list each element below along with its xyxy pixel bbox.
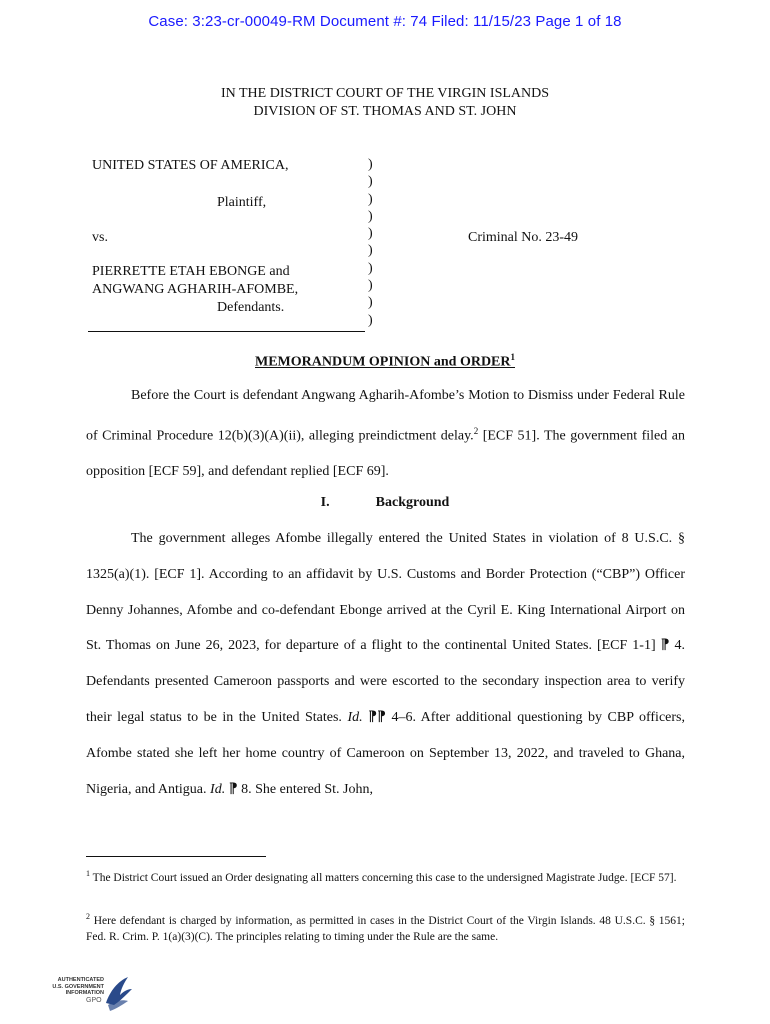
defendant-name-line2: ANGWANG AGHARIH-AFOMBE, [92, 282, 299, 297]
document-title [0, 352, 770, 371]
gpo-line-3: INFORMATION [65, 990, 104, 996]
bg-text-c: 4–6. After additional questioning by CBP officers, Afombe stated she left her home country of Cameroon on September 13, 2022, and traveled to Ghana, Nigeria, and Antigua. [86, 709, 685, 797]
section-number: I. [320, 495, 330, 510]
ecf-header-stamp: Case: 3:23-cr-00049-RM Document #: 74 Filed: 11/15/23 Page 1 of 18 [148, 13, 622, 30]
defendant-role: Defendants. [217, 300, 285, 315]
footnote-rule [86, 856, 266, 857]
eagle-icon [44, 973, 134, 1018]
versus-label: vs. [92, 230, 108, 245]
caption-rule [88, 331, 365, 332]
footnote-2-number: 2 [86, 912, 90, 921]
footnote-2 [86, 909, 685, 945]
court-name-line2: DIVISION OF ST. THOMAS AND ST. JOHN [253, 104, 517, 119]
id-cite-1: Id. [347, 709, 363, 725]
footnote-1 [86, 866, 685, 886]
footnote-ref-2: 2 [473, 425, 479, 436]
court-name-line1: IN THE DISTRICT COURT OF THE VIRGIN ISLANDS [220, 86, 550, 101]
footnote-1-number: 1 [86, 869, 90, 878]
paragraph-symbol-3: ⁋ [225, 781, 238, 797]
section-heading [0, 495, 770, 511]
bg-text-d: 8. She entered St. John, [237, 781, 373, 797]
section-title: Background [375, 495, 450, 510]
gpo-line-2: U.S. GOVERNMENT [52, 983, 104, 990]
plaintiff-role: Plaintiff, [217, 195, 267, 210]
title-text: MEMORANDUM OPINION and ORDER [255, 354, 511, 370]
case-number: Criminal No. 23-49 [468, 230, 579, 245]
plaintiff-name: UNITED STATES OF AMERICA, [92, 158, 289, 173]
paragraph-symbol-2: ⁋⁋ [362, 709, 386, 725]
intro-paragraph [86, 378, 685, 490]
paragraph-symbol-1: ⁋ [660, 638, 670, 654]
defendant-name-line1: PIERRETTE ETAH EBONGE and [92, 264, 290, 279]
caption-parens: ) ) ) ) ) ) ) ) ) ) [368, 157, 373, 328]
intro-text-2: [ECF 51]. The government filed an opposition [ECF 59], and defendant replied [ECF 69]. [86, 428, 685, 480]
intro-text-1: Before the Court is defendant Angwang Agharih-Afombe’s Motion to Dismiss under Federal Rule of Criminal Procedure 12(b)(3)(A)(ii), alleging preindictment delay. [86, 388, 685, 444]
gpo-authentication-seal [44, 973, 134, 1018]
bg-text-b: 4. Defendants presented Cameroon passports and were escorted to the secondary inspection area to verify their legal status to be in the United States. [86, 638, 685, 725]
gpo-line-1: AUTHENTICATED [57, 977, 104, 983]
footnote-1-text: The District Court issued an Order designating all matters concerning this case to the undersigned Magistrate Judge. [ECF 57]. [90, 871, 677, 884]
footnote-2-text: Here defendant is charged by information, as permitted in cases in the District Court of the Virgin Islands. 48 U.S.C. § 1561; Fed. R. Crim. P. 1(a)(3)(C). The principles relating to timing under the Rule are the same. [86, 914, 685, 943]
bg-text-a: The government alleges Afombe illegally entered the United States in violation of 8 U.S.C. § 1325(a)(1). [ECF 1]. According to an affidavit by U.S. Customs and Border Protection (“CBP”) Officer Denny Johannes, Afombe and co-defendant Ebonge arrived at the Cyril E. King International Airport on St. Thomas on June 26, 2023, for departure of a flight to the continental United States. [ECF 1-1] [86, 531, 685, 654]
title-footnote-ref: 1 [510, 352, 515, 362]
gpo-mark: GPO [86, 997, 102, 1004]
id-cite-2: Id. [210, 781, 226, 797]
background-paragraph [86, 521, 685, 807]
